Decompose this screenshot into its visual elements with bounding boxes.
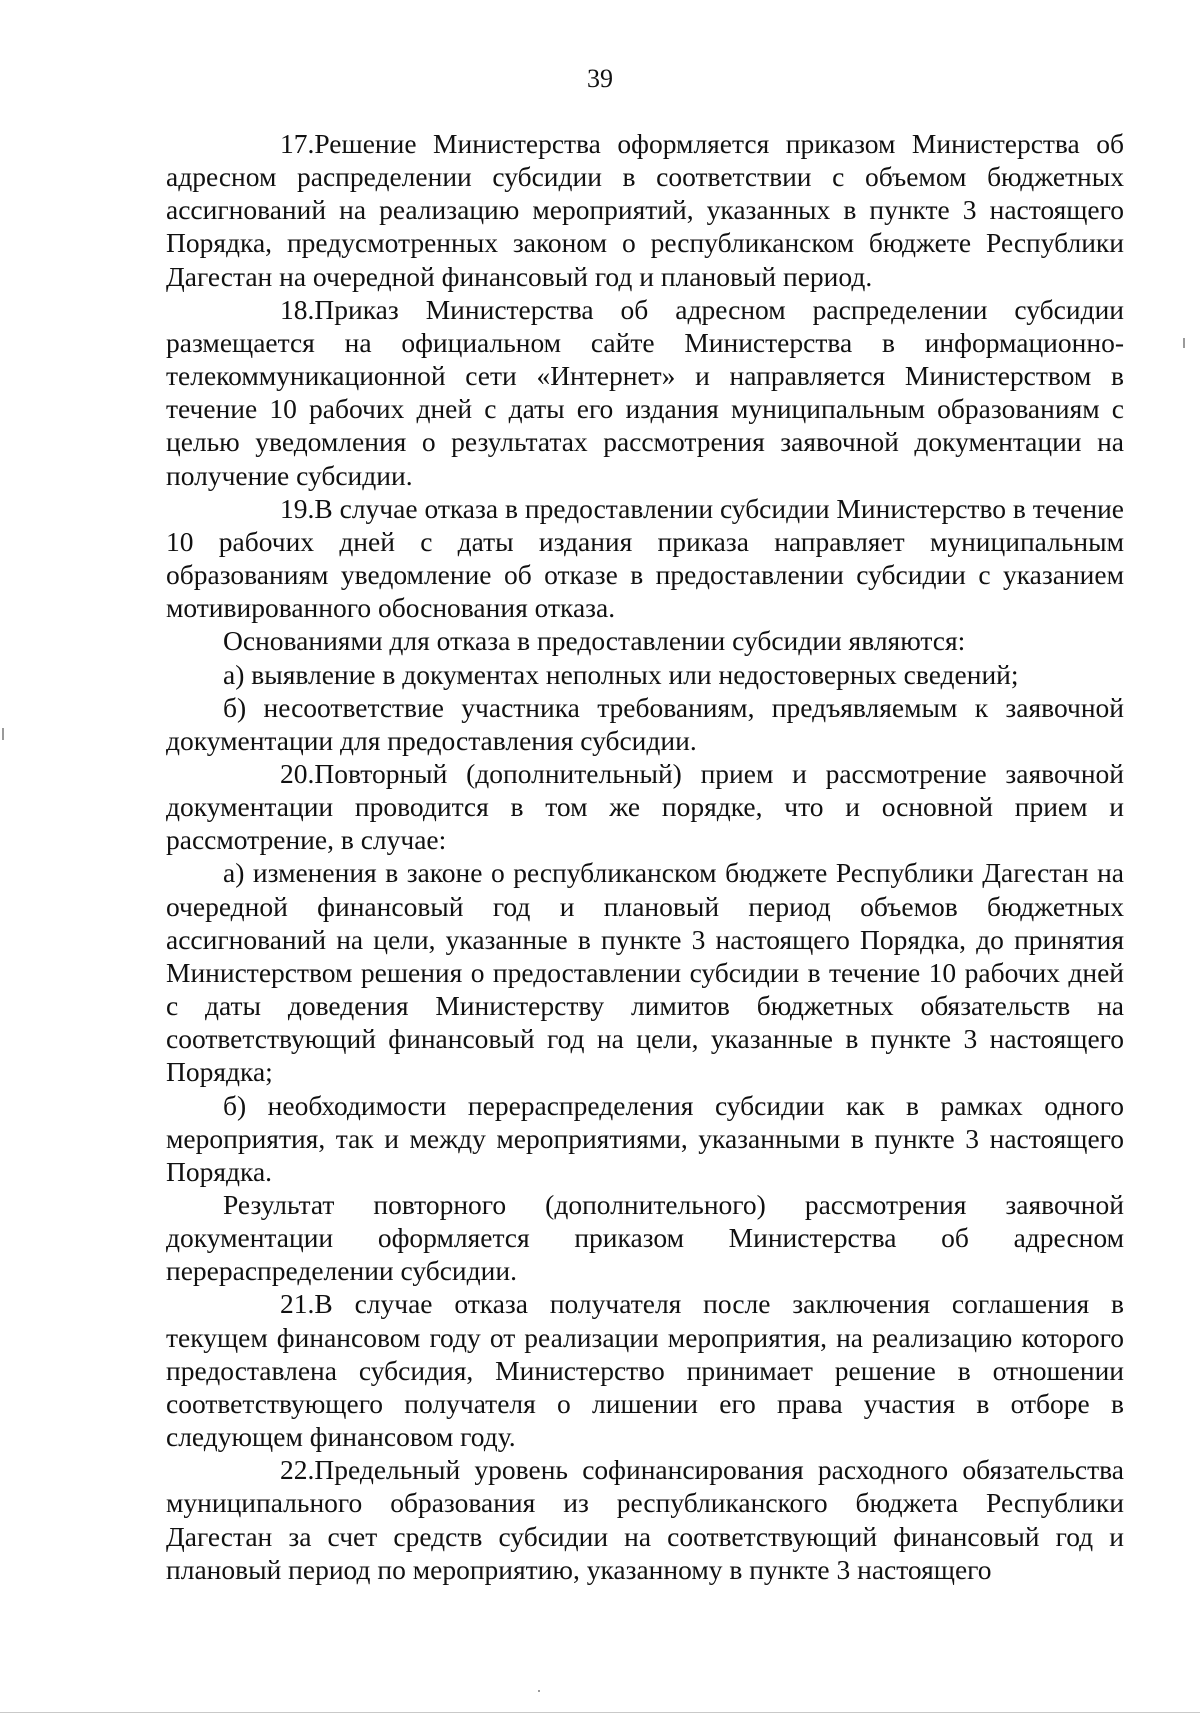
paragraph-number: 19.	[280, 492, 315, 524]
paragraph-text: Предельный уровень софинансирования расходного обязательства муниципального образования из республиканского бюджета Республики Дагестан за счет средств субсидии на соответствующий финансовый год и плановый период по мероприятию, указанному в пункте 3 настоящего	[166, 1454, 1124, 1585]
paragraph-text: Результат повторного (дополнительного) рассмотрения заявочной документации оформляется приказом Министерства об адресном перераспределении субсидии.	[166, 1189, 1124, 1287]
paragraph-22	[166, 1453, 1124, 1586]
paragraph-number: 22.	[280, 1454, 315, 1486]
paragraph-text: б) несоответствие участника требованиям, предъявляемым к заявочной документации для предоставления субсидии.	[166, 691, 1124, 756]
paragraph-text: Основаниями для отказа в предоставлении субсидии являются:	[223, 625, 966, 657]
repeat-case-b	[166, 1089, 1124, 1188]
paragraph-number: 18.	[280, 293, 315, 325]
refusal-ground-a	[166, 658, 1124, 691]
paragraph-text: В случае отказа в предоставлении субсидии Министерство в течение 10 рабочих дней с даты издания приказа направляет муниципальным образованиям уведомление об отказе в предоставлении субсидии с указанием мотивированного обоснования отказа.	[166, 492, 1124, 624]
paragraph-17	[166, 127, 1124, 293]
paragraph-text: Повторный (дополнительный) прием и рассмотрение заявочной документации проводится в том же порядке, что и основной прием и рассмотрение, в случае:	[166, 757, 1124, 856]
refusal-grounds-intro	[166, 624, 1124, 657]
repeat-case-a	[166, 856, 1124, 1088]
paragraph-text: Приказ Министерства об адресном распределении субсидии размещается на официальном сайте Министерства в информационно-телекоммуникационной сети «Интернет» и направляется Министерством в течение 10 рабочих дней с даты его издания муниципальным образованиям с целью уведомления о результатах рассмотрения заявочной документации на получение субсидии.	[166, 293, 1124, 491]
scan-speck	[1183, 338, 1185, 348]
paragraph-19	[166, 492, 1124, 625]
scan-speck	[2, 728, 4, 740]
paragraph-text: а) изменения в законе о республиканском бюджете Республики Дагестан на очередной финансовый год и плановый период объемов бюджетных ассигнований на цели, указанные в пункте 3 настоящего Порядка, до принятия Министерством решения о предоставлении субсидии в течение 10 рабочих дней с даты доведения Министерству лимитов бюджетных обязательств на соответствующий финансовый год на цели, указанные в пункте 3 настоящего Порядка;	[166, 857, 1124, 1088]
paragraph-text: В случае отказа получателя после заключения соглашения в текущем финансовом году от реализации мероприятия, на реализацию которого предоставлена субсидия, Министерство принимает решение в отношении соответствующего получателя о лишении его права участия в отборе в следующем финансовом году.	[166, 1288, 1124, 1453]
repeat-result-paragraph	[166, 1188, 1124, 1287]
refusal-ground-b	[166, 691, 1124, 757]
paragraph-number: 21.	[280, 1288, 315, 1320]
paragraph-18	[166, 293, 1124, 492]
page-number: 39	[587, 64, 613, 93]
paragraph-21	[166, 1287, 1124, 1453]
paragraph-text: б) необходимости перераспределения субсидии как в рамках одного мероприятия, так и между мероприятиями, указанными в пункте 3 настоящего Порядка.	[166, 1089, 1124, 1187]
document-body	[166, 127, 1124, 1586]
scan-bottom-line	[0, 1712, 1200, 1713]
paragraph-text: Решение Министерства оформляется приказом Министерства об адресном распределении субсидии в соответствии с объемом бюджетных ассигнований на реализацию мероприятий, указанных в пункте 3 настоящего Порядка, предусмотренных законом о республиканском бюджете Республики Дагестан на очередной финансовый год и плановый период.	[166, 128, 1124, 292]
paragraph-text: а) выявление в документах неполных или недостоверных сведений;	[223, 658, 1019, 690]
paragraph-number: 20.	[280, 757, 315, 789]
scan-speck	[538, 1690, 540, 1692]
paragraph-number: 17.	[280, 128, 315, 159]
paragraph-20	[166, 757, 1124, 856]
